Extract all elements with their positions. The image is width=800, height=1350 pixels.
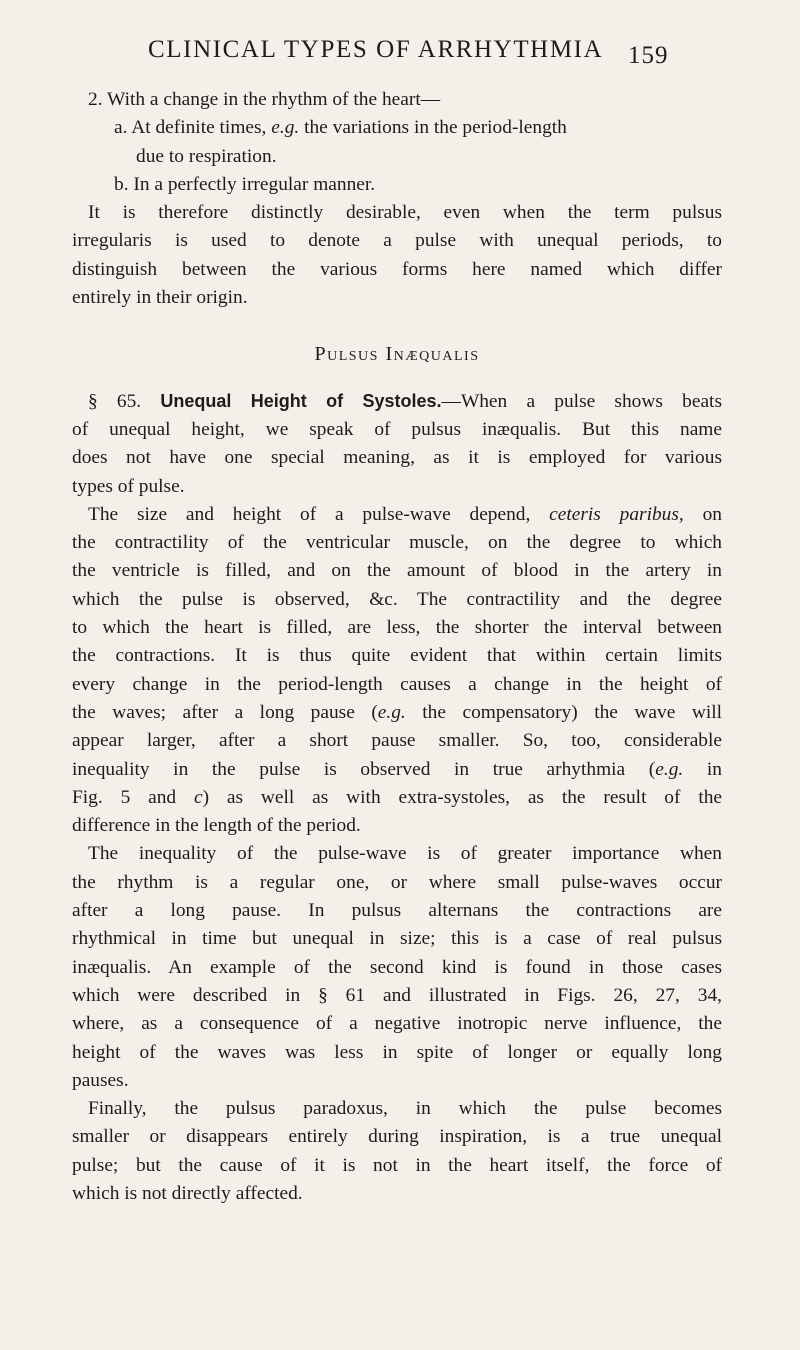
- para2-line: which the pulse is observed, &c. The contractility and the degree: [72, 588, 722, 610]
- para2-line: inequality in the pulse is observed in true arhythmia (e.g. in: [72, 758, 722, 780]
- section-65-line: of unequal height, we speak of pulsus inæqualis. But this name: [72, 418, 722, 440]
- para4-line: pulse; but the cause of it is not in the heart itself, the force of: [72, 1154, 722, 1176]
- para3-line: which were described in § 61 and illustrated in Figs. 26, 27, 34,: [72, 984, 722, 1006]
- para2-line: difference in the length of the period.: [72, 815, 361, 837]
- para4-line: which is not directly affected.: [72, 1182, 303, 1204]
- para4-line: smaller or disappears entirely during inspiration, is a true unequal: [72, 1126, 722, 1148]
- para1-line: distinguish between the various forms here named which differ: [72, 258, 722, 280]
- para2-line: appear larger, after a short pause smaller. So, too, considerable: [72, 730, 722, 752]
- section-65-line: does not have one special meaning, as it is employed for various: [72, 447, 722, 469]
- para2-line: the contractions. It is thus quite evident that within certain limits: [72, 645, 722, 667]
- para2-line: The size and height of a pulse-wave depend, ceteris paribus, on: [88, 503, 722, 525]
- page-number: 159: [628, 42, 669, 69]
- para2-line: Fig. 5 and c) as well as with extra-systoles, as the result of the: [72, 786, 723, 808]
- running-title: CLINICAL TYPES OF ARRHYTHMIA: [148, 36, 604, 63]
- body-text: [72, 86, 722, 1208]
- para3-line: rhythmical in time but unequal in size; this is a case of real pulsus: [72, 928, 722, 950]
- running-head: [0, 36, 800, 76]
- section-heading: Pulsus Inæqualis: [314, 343, 480, 366]
- section-65-title: Unequal Height of Systoles.: [160, 390, 442, 411]
- para2-line: the contractility of the ventricular muscle, on the degree to which: [72, 532, 722, 554]
- para3-line: where, as a consequence of a negative inotropic nerve influence, the: [72, 1013, 722, 1035]
- para3-line: the rhythm is a regular one, or where small pulse-waves occur: [72, 871, 722, 893]
- list-item-a-cont: due to respiration.: [136, 145, 277, 167]
- para3-line: height of the waves was less in spite of longer or equally long: [72, 1041, 722, 1063]
- para3-line: after a long pause. In pulsus alternans the contractions are: [72, 900, 722, 922]
- section-65-line: types of pulse.: [72, 475, 185, 497]
- para2-line: the ventricle is filled, and on the amount of blood in the artery in: [72, 560, 722, 582]
- para2-line: the waves; after a long pause (e.g. the compensatory) the wave will: [72, 701, 722, 723]
- para4-line: Finally, the pulsus paradoxus, in which the pulse becomes: [88, 1098, 722, 1120]
- section-65-title-line: § 65. Unequal Height of Systoles.—When a pulse shows beats: [88, 390, 722, 412]
- list-item-a: a. At definite times, e.g. the variations in the period-length: [114, 117, 567, 139]
- para2-line: to which the heart is filled, are less, the shorter the interval between: [72, 617, 722, 639]
- para3-line: The inequality of the pulse-wave is of greater importance when: [88, 843, 722, 865]
- list-item-2: 2. With a change in the rhythm of the heart—: [88, 89, 441, 110]
- para1-line: entirely in their origin.: [72, 287, 248, 309]
- para2-line: every change in the period-length causes a change in the height of: [72, 673, 722, 695]
- para1-line: irregularis is used to denote a pulse with unequal periods, to: [72, 230, 722, 252]
- para3-line: pauses.: [72, 1069, 129, 1091]
- para3-line: inæqualis. An example of the second kind is found in those cases: [72, 956, 722, 978]
- list-item-b: b. In a perfectly irregular manner.: [114, 173, 376, 195]
- para1-line: It is therefore distinctly desirable, even when the term pulsus: [88, 202, 722, 224]
